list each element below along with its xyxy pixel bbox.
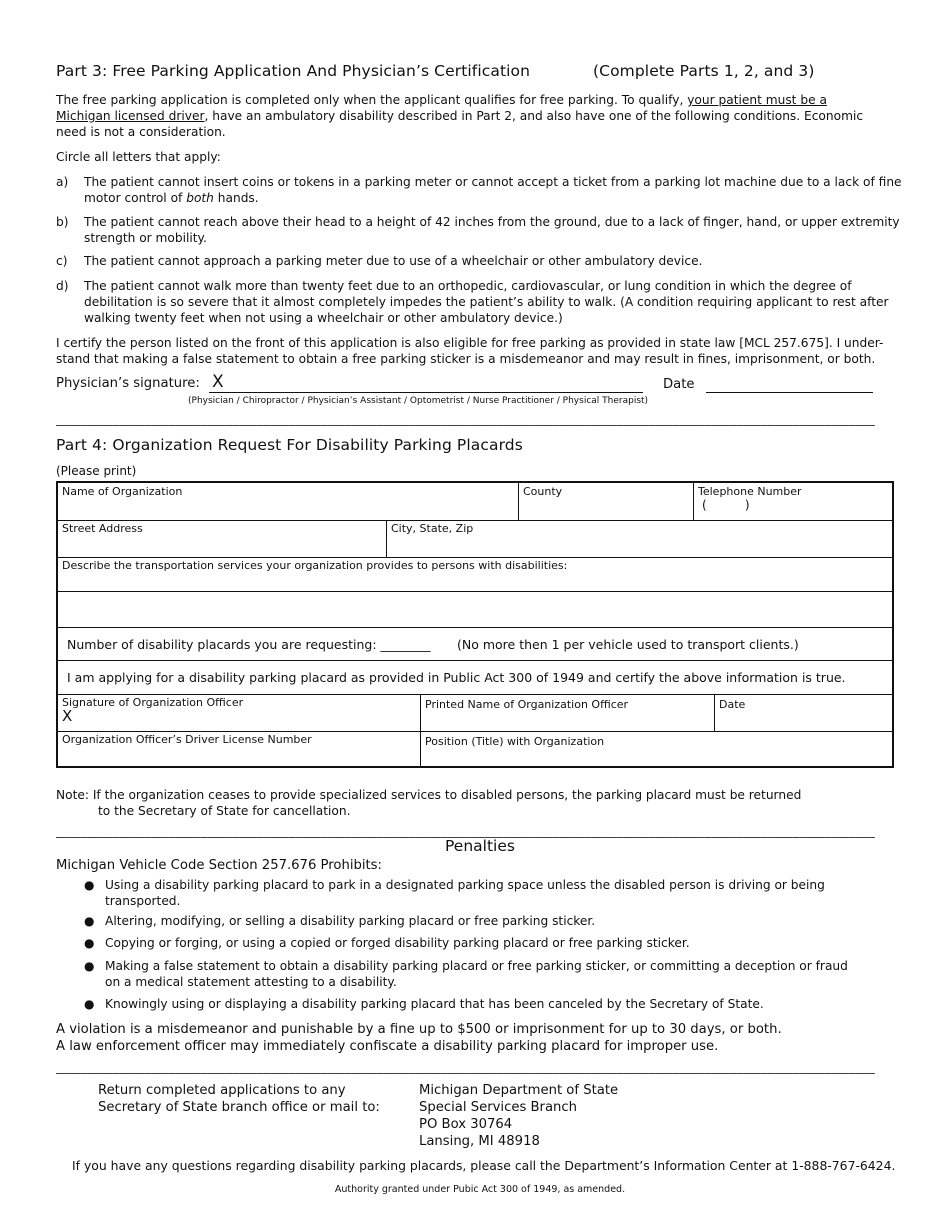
item-letter: b) — [56, 215, 69, 229]
item-letter: a) — [56, 175, 69, 189]
field-label: Describe the transportation services your organization provides to persons with disabilities: — [62, 559, 568, 572]
intro-text-b: , have an ambulatory disability described in Part 2, and also have one of the following conditions. Economic — [204, 109, 864, 123]
physician-signature-label: Physician’s signature: — [56, 376, 200, 391]
street-address-field[interactable] — [58, 520, 386, 557]
item-text: The patient cannot walk more than twenty feet due to an orthopedic, cardiovascular, or lung condition in which the degree of debilitation is so severe that it almost completely impedes the patient’s ability to walk. (A condition requiring applicant to rest after walking twenty feet when not using a wheelchair or other ambulatory device.) — [84, 279, 889, 325]
telephone-field[interactable] — [693, 483, 894, 520]
field-label: Name of Organization — [62, 485, 183, 498]
officer-date-field[interactable] — [714, 694, 894, 731]
bullet-icon: ● — [84, 997, 95, 1011]
bullet-icon: ● — [84, 878, 95, 892]
signature-x-mark: X — [212, 372, 224, 392]
part3-title: Part 3: Free Parking Application And Physician’s Certification — [56, 62, 531, 80]
field-label: County — [523, 485, 563, 498]
city-state-zip-field[interactable] — [386, 520, 894, 557]
part4-title: Part 4: Organization Request For Disability Parking Placards — [56, 436, 523, 454]
note-line-1: Note: If the organization ceases to provide specialized services to disabled persons, the parking placard must be returned — [56, 788, 802, 802]
return-note — [56, 787, 906, 819]
return-line-1: Return completed applications to any — [98, 1083, 346, 1098]
physician-signature-line[interactable] — [209, 392, 643, 393]
penalties-intro: Michigan Vehicle Code Section 257.676 Prohibits: — [56, 858, 382, 873]
date-label: Date — [663, 377, 695, 392]
field-label: Date — [719, 698, 746, 711]
note-line-2: to the Secretary of State for cancellation. — [98, 804, 351, 818]
bullet-icon: ● — [84, 914, 95, 928]
field-label: Position (Title) with Organization — [425, 735, 605, 748]
item-text-b: hands. — [213, 191, 259, 205]
applying-statement: I am applying for a disability parking placard as provided in Public Act 300 of 1949 and certify the above information is true. — [67, 670, 846, 685]
violation-line-2: A law enforcement officer may immediately confiscate a disability parking placard for improper use. — [56, 1039, 719, 1054]
placards-limit-note: (No more then 1 per vehicle used to transport clients.) — [457, 637, 799, 652]
authority-statement: Authority granted under Pubic Act 300 of 1949, as amended. — [334, 1184, 626, 1195]
position-title-field[interactable] — [420, 731, 894, 766]
certify-statement: I certify the person listed on the front of this application is also eligible for free parking as provided in state law [MCL 257.675]. I under-stand that making a false statement to obtain a free parking sticker is a misdemeanor and may result in fines, imprisonment, or both. — [56, 336, 884, 366]
item-text: The patient cannot reach above their head to a height of 42 inches from the ground, due to a lack of finger, hand, or upper extremity strength or mobility. — [84, 215, 900, 245]
divider: __________________________________________________________________________________________________________________________________ — [56, 1060, 875, 1074]
address-line-1: Michigan Department of State — [419, 1083, 619, 1098]
item-text-emphasis: both — [186, 191, 214, 205]
driver-license-field[interactable] — [58, 731, 420, 766]
item-letter: d) — [56, 279, 69, 293]
penalties-title: Penalties — [445, 837, 515, 855]
penalty-text: Altering, modifying, or selling a disability parking placard or free parking sticker. — [105, 914, 596, 928]
transportation-services-field[interactable] — [58, 557, 894, 591]
printed-name-field[interactable] — [420, 694, 714, 731]
violation-statement — [56, 1021, 906, 1055]
item-text: The patient cannot approach a parking meter due to use of a wheelchair or other ambulatory device. — [84, 254, 703, 268]
penalty-text: Knowingly using or displaying a disability parking placard that has been canceled by the Secretary of State. — [105, 997, 764, 1011]
signature-caption: (Physician / Chiropractor / Physician’s Assistant / Optometrist / Nurse Practitioner / Physical Therapist) — [188, 396, 649, 406]
phone-parentheses: ( ) — [702, 498, 750, 512]
field-label: Telephone Number — [698, 485, 802, 498]
divider: __________________________________________________________________________________________________________________________________ — [56, 824, 875, 838]
penalty-text: Using a disability parking placard to park in a designated parking space unless the disabled person is driving or being transported. — [105, 878, 825, 908]
address-line-2: Special Services Branch — [419, 1100, 578, 1115]
bullet-icon: ● — [84, 936, 95, 950]
violation-line-1: A violation is a misdemeanor and punishable by a fine up to $500 or imprisonment for up to 30 days, or both. — [56, 1022, 782, 1037]
address-line-3: PO Box 30764 — [419, 1117, 513, 1132]
item-text-a: The patient cannot insert coins or tokens in a parking meter or cannot accept a ticket from a parking lot machine due to a lack of fine motor control of — [84, 175, 902, 205]
mailing-address — [419, 1082, 618, 1150]
field-label: Signature of Organization Officer — [62, 696, 244, 709]
bullet-icon: ● — [84, 959, 95, 973]
intro-text-c: need is not a consideration. — [56, 125, 226, 139]
field-label: Printed Name of Organization Officer — [425, 698, 629, 711]
officer-signature-field[interactable] — [58, 694, 420, 731]
placards-requested-label[interactable]: Number of disability placards you are requesting: ________ — [67, 637, 431, 652]
address-line-4: Lansing, MI 48918 — [419, 1134, 540, 1149]
questions-contact: If you have any questions regarding disability parking placards, please call the Department’s Information Center at 1-888-767-6424. — [72, 1158, 896, 1173]
penalty-text: Making a false statement to obtain a disability parking placard or free parking sticker, or committing a deception or fraud on a medical statement attesting to a disability. — [105, 959, 848, 989]
physician-date-line[interactable] — [706, 392, 873, 393]
part3-subtitle: (Complete Parts 1, 2, and 3) — [593, 62, 815, 80]
intro-text-a: The free parking application is completed only when the applicant qualifies for free parking. To qualify, — [56, 93, 688, 107]
organization-form-table — [56, 481, 894, 768]
signature-x-mark: X — [62, 707, 73, 725]
organization-name-field[interactable] — [58, 483, 518, 520]
return-line-2: Secretary of State branch office or mail to: — [98, 1100, 380, 1115]
field-label: Organization Officer’s Driver License Number — [62, 733, 312, 746]
penalty-text: Copying or forging, or using a copied or forged disability parking placard or free parking sticker. — [105, 936, 690, 950]
return-instructions — [98, 1082, 380, 1116]
field-label: Street Address — [62, 522, 143, 535]
please-print: (Please print) — [56, 464, 137, 478]
field-label: City, State, Zip — [391, 522, 474, 535]
intro-underline-2: Michigan licensed driver — [56, 109, 205, 123]
county-field[interactable] — [518, 483, 693, 520]
circle-instruction: Circle all letters that apply: — [56, 150, 221, 164]
item-letter: c) — [56, 254, 68, 268]
transportation-services-continued[interactable] — [58, 591, 894, 627]
part3-intro — [56, 92, 906, 140]
divider: __________________________________________________________________________________________________________________________________ — [56, 412, 875, 426]
intro-underline-1: your patient must be a — [687, 93, 827, 107]
